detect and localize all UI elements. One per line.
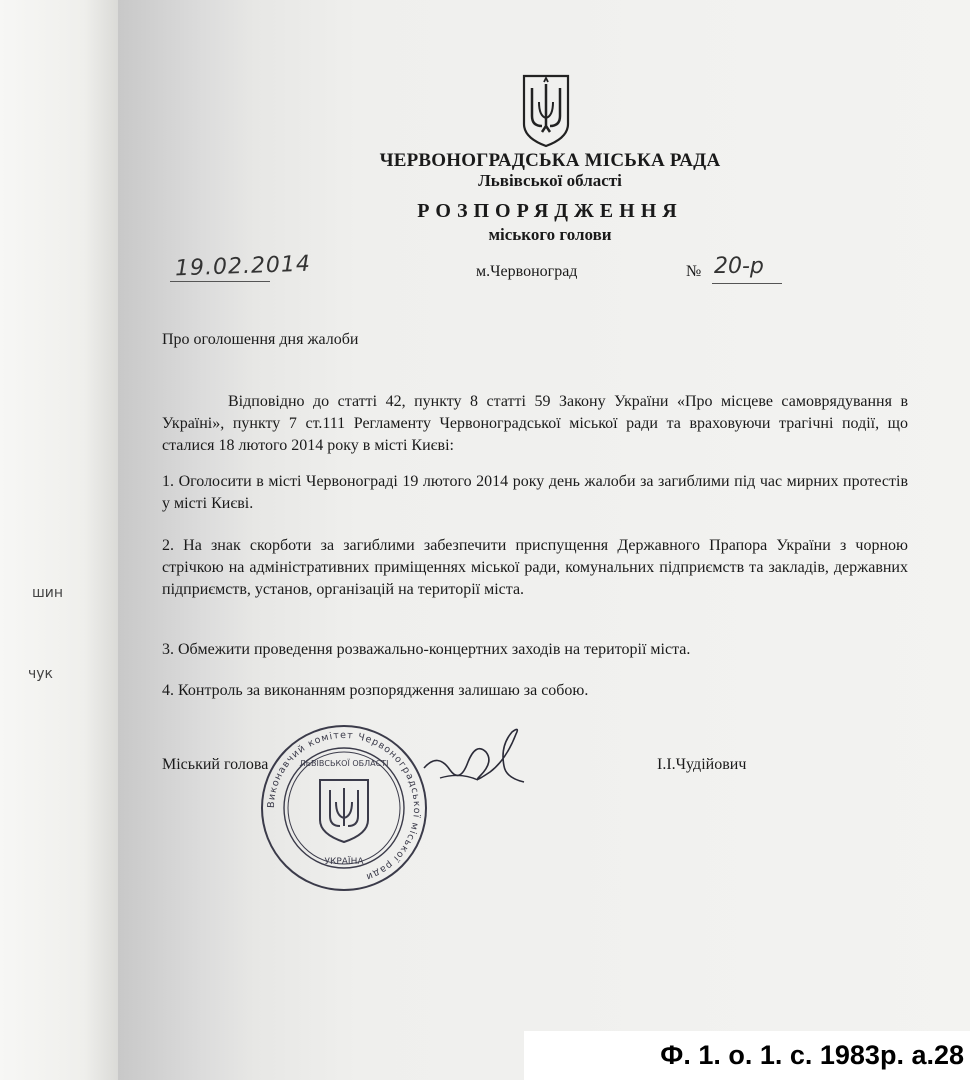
seal-inner-text: ЛЬВІВСЬКОЇ ОБЛАСТІ <box>299 759 389 768</box>
document-number: 20-р <box>714 254 764 279</box>
council-name: ЧЕРВОНОГРАДСЬКА МІСЬКА РАДА <box>379 150 721 171</box>
document-subject: Про оголошення дня жалоби <box>162 331 359 348</box>
trident-emblem-icon <box>520 72 572 148</box>
signatory-name: І.І.Чудійович <box>657 756 747 773</box>
issuer: міського голови <box>488 225 612 244</box>
order-item-3: 3. Обмежити проведення розважально-концертних заходів на території міста. <box>162 641 691 658</box>
official-seal-icon <box>258 722 430 894</box>
margin-note: шин <box>32 585 64 601</box>
archive-reference: Ф. 1. о. 1. с. 1983р. а.28 <box>524 1031 970 1080</box>
document-type: РОЗПОРЯДЖЕННЯ <box>417 200 683 222</box>
handwritten-signature-icon <box>420 722 530 792</box>
signatory-title: Міський голова <box>162 756 269 773</box>
region-name: Львівської області <box>478 171 622 190</box>
number-sign: № <box>686 263 702 280</box>
seal-bottom-text: УКРАЇНА <box>324 857 364 867</box>
margin-note: чук <box>28 666 54 682</box>
order-item-1: 1. Оголосити в місті Червонограді 19 лютого 2014 року день жалоби за загиблими під час мирних протестів у місті Києві. <box>162 473 908 512</box>
date-underline <box>170 281 270 282</box>
seal-outer-text: Виконавчий комітет Червоноградської міської ради <box>265 729 423 883</box>
number-underline <box>712 283 782 284</box>
intro-paragraph: Відповідно до статті 42, пункту 8 статті 59 Закону України «Про місцеве самоврядування в Україні», пункту 7 ст.111 Регламенту Червоноградської міської ради та враховуючи трагічні події, що сталися 18 лютого 2014 року в місті Києві: <box>162 393 908 454</box>
order-item-4: 4. Контроль за виконанням розпорядження залишаю за собою. <box>162 682 589 699</box>
document-date: 19.02.2014 <box>174 251 312 282</box>
document-city: м.Червоноград <box>476 263 578 280</box>
scan-margin <box>0 0 120 1080</box>
order-item-2: 2. На знак скорботи за загиблими забезпечити приспущення Державного Прапора України з чорною стрічкою на адміністративних приміщеннях міської ради, комунальних підприємств та закладів, державних підприємств, установ, організацій на території міста. <box>162 537 908 598</box>
